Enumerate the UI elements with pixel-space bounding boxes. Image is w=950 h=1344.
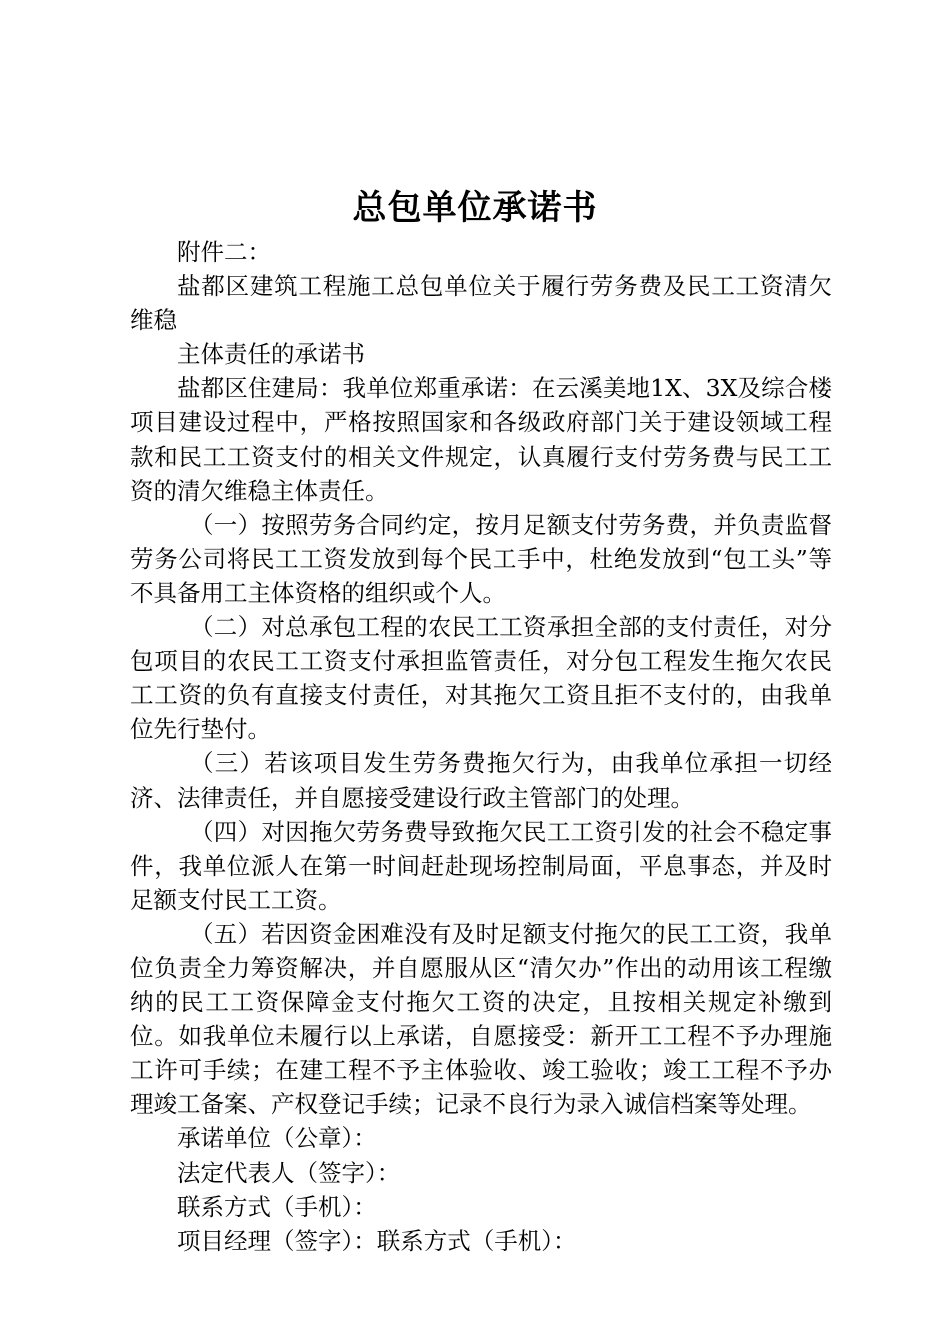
document-body (130, 235, 832, 1258)
clause-1: （一）按照劳务合同约定，按月足额支付劳务费，并负责监督劳务公司将民工工资发放到每个民工手中，杜绝发放到“包工头”等不具备用工主体资格的组织或个人。 (130, 510, 832, 607)
signature-legal-representative: 法定代表人（签字）： (177, 1158, 401, 1187)
signature-project-manager: 项目经理（签字）：联系方式（手机）： (177, 1226, 577, 1255)
heading-line-2: 主体责任的承诺书 (177, 340, 365, 369)
signature-contact-phone: 联系方式（手机）： (177, 1192, 377, 1221)
attachment-label: 附件二： (177, 238, 271, 266)
clause-2: （二）对总承包工程的农民工工资承担全部的支付责任，对分包项目的农民工工资支付承担监管责任，对分包工程发生拖欠农民工工资的负有直接支付责任，对其拖欠工资且拒不支付的，由我单位先行垫付。 (130, 613, 832, 744)
heading-line-1: 盐都区建筑工程施工总包单位关于履行劳务费及民工工资清欠维稳 (130, 272, 832, 335)
document-title: 总包单位承诺书 (352, 188, 598, 228)
signature-company-seal: 承诺单位（公章）： (177, 1124, 377, 1153)
clause-4: （四）对因拖欠劳务费导致拖欠民工工资引发的社会不稳定事件，我单位派人在第一时间赶赴现场控制局面，平息事态，并及时足额支付民工工资。 (130, 817, 832, 914)
clause-3: （三）若该项目发生劳务费拖欠行为，由我单位承担一切经济、法律责任，并自愿接受建设行政主管部门的处理。 (130, 749, 832, 812)
intro-paragraph: 盐都区住建局：我单位郑重承诺：在云溪美地1X、3X及综合楼项目建设过程中，严格按照国家和各级政府部门关于建设领域工程款和民工工资支付的相关文件规定，认真履行支付劳务费与民工工资的清欠维稳主体责任。 (130, 374, 832, 505)
clause-5: （五）若因资金困难没有及时足额支付拖欠的民工工资，我单位负责全力筹资解决，并自愿服从区“清欠办”作出的动用该工程缴纳的民工工资保障金支付拖欠工资的决定，且按相关规定补缴到位。如我单位未履行以上承诺，自愿接受：新开工工程不予办理施工许可手续；在建工程不予主体验收、竣工验收；竣工工程不予办理竣工备案、产权登记手续；记录不良行为录入诚信档案等处理。 (130, 919, 832, 1119)
